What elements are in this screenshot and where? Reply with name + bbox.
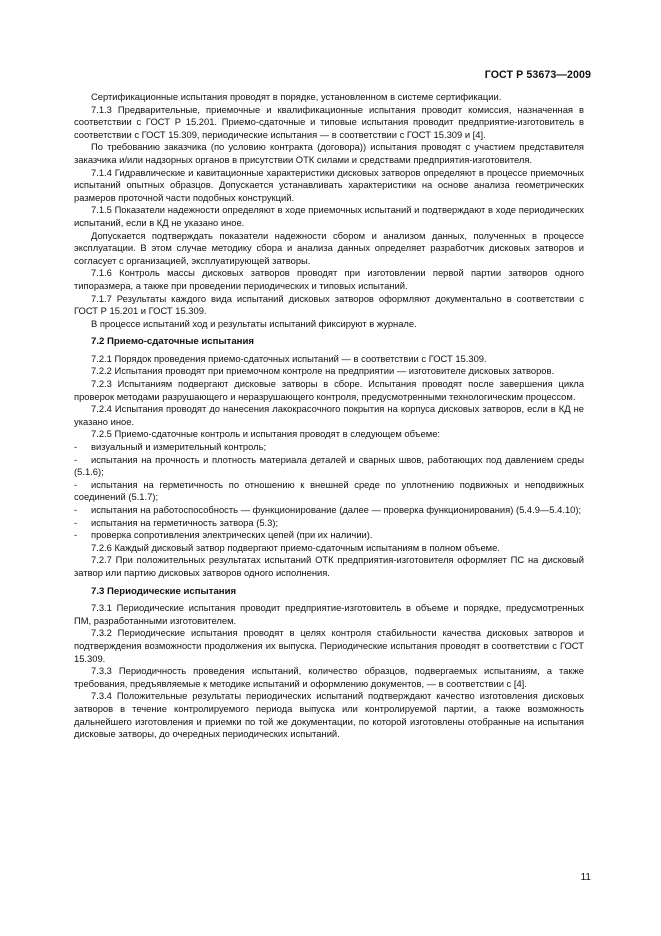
document-body [74, 91, 584, 741]
list-item [74, 529, 584, 542]
paragraph: По требованию заказчика (по условию контракта (договора)) испытания проводят с участием представителя заказчика и/или надзорных органов в присутствии ОТК силами и средствами предприятия-изготовителя. [74, 141, 584, 165]
section-heading-7-3: 7.3 Периодические испытания [91, 585, 237, 597]
paragraph: 7.2.4 Испытания проводят до нанесения лакокрасочного покрытия на корпуса дисковых затворов, если в КД не указано иное. [74, 403, 584, 427]
paragraph: 7.3.3 Периодичность проведения испытаний, количество образцов, подвергаемых испытаниям, а также требования, предъявляемые к методике испытаний и оформлению документов, — в соответствии с [4]. [74, 665, 584, 689]
list-item-text: проверка сопротивления электрических цепей (при их наличии). [91, 529, 373, 541]
paragraph: 7.1.6 Контроль массы дисковых затворов проводят при изготовлении первой партии затворов одного типоразмера, а также при проведении периодических и типовых испытаний. [74, 267, 584, 291]
paragraph: 7.2.6 Каждый дисковый затвор подвергают приемо-сдаточным испытаниям в полном объеме. [91, 541, 500, 553]
paragraph: Допускается подтверждать показатели надежности сбором и анализом данных, полученных в процессе эксплуатации. В этом случае методику сбора и анализа данных определяет разработчик дисковых затворов и согласует с организацией, эксплуатирующей затворы. [74, 229, 584, 266]
list-item [74, 517, 584, 530]
list-dash: - [74, 478, 78, 490]
list-dash: - [74, 529, 78, 541]
list-item-text: испытания на герметичность по отношению к внешней среде по уплотнению подвижных и неподвижных соединений (5.1.7); [74, 478, 584, 503]
list-item [74, 441, 584, 454]
section-heading-7-2: 7.2 Приемо-сдаточные испытания [91, 336, 254, 348]
list-item-text: испытания на работоспособность — функционирование (далее — проверка функционирования) (5.4.9—5.4.10); [91, 504, 582, 515]
paragraph: Сертификационные испытания проводят в порядке, установленном в системе сертификации. [91, 91, 502, 102]
paragraph: 7.1.3 Предварительные, приемочные и квалификационные испытания проводит комиссия, назначенная в соответствии с ГОСТ Р 15.201. Приемо-сдаточные и типовые испытания проводит предприятие-изготовитель в соответствии с ГОСТ 15.309, периодические испытания — в соответствии с ГОСТ 15.309 и [4]. [74, 103, 584, 140]
paragraph: 7.1.4 Гидравлические и кавитационные характеристики дисковых затворов определяют в процессе приемочных испытаний опытных образцов. Допускается устанавливать характеристики на основе анализа геометрических размеров проточной части подобных конструкций. [74, 166, 584, 203]
document-code: ГОСТ Р 53673—2009 [484, 69, 591, 81]
paragraph: 7.2.2 Испытания проводят при приемочном контроле на предприятии — изготовителе дисковых затворов. [91, 365, 555, 377]
paragraph: 7.3.4 Положительные результаты периодических испытаний подтверждают качество изготовления дисковых затворов в течение контролируемого периода выпуска или контролируемой партии, а также возможность дальнейшего изготовления и приемки по той же документации, по которой изготовлены отобранные на испытания дисковые затворы, до очередных периодических испытаний. [74, 690, 584, 740]
paragraph: 7.2.7 При положительных результатах испытаний ОТК предприятия-изготовителя оформляет ПС на дисковый затвор или партию дисковых затворов одного исполнения. [74, 554, 584, 578]
paragraph: 7.1.5 Показатели надежности определяют в ходе приемочных испытаний и подтверждают в ходе периодических испытаний, если в КД не указано иное. [74, 204, 584, 228]
list-item [74, 479, 584, 504]
list-item-text: визуальный и измерительный контроль; [91, 441, 267, 453]
paragraph: 7.2.3 Испытаниям подвергают дисковые затворы в сборе. Испытания проводят после завершения цикла проверок методами разрушающего и неразрушающего контроля, предусмотренными технологическим процессом. [74, 378, 584, 402]
list-dash: - [74, 453, 78, 465]
list-item [74, 454, 584, 479]
list-item [74, 504, 584, 517]
paragraph: В процессе испытаний ход и результаты испытаний фиксируют в журнале. [91, 317, 417, 329]
page-number: 11 [580, 872, 591, 883]
paragraph: 7.2.5 Приемо-сдаточные контроль и испытания проводят в следующем объеме: [91, 428, 441, 440]
list-dash: - [74, 441, 78, 453]
paragraph: 7.2.1 Порядок проведения приемо-сдаточных испытаний — в соответствии с ГОСТ 15.309. [91, 352, 487, 364]
list-dash: - [74, 516, 78, 528]
list-item-text: испытания на прочность и плотность материала деталей и сварных швов, работающих под давлением среды (5.1.6); [74, 453, 584, 478]
paragraph: 7.1.7 Результаты каждого вида испытаний дисковых затворов оформляют документально в соответствии с ГОСТ Р 15.201 и ГОСТ 15.309. [74, 292, 584, 317]
paragraph: 7.3.1 Периодические испытания проводит предприятие-изготовитель в объеме и порядке, предусмотренных ПМ, разработанными изготовителем. [74, 602, 584, 626]
paragraph: 7.3.2 Периодические испытания проводят в целях контроля стабильности качества дисковых затворов и подтверждения возможности продолжения их выпуска. Периодические испытания проводят в соответствии с ГОСТ 15.309. [74, 627, 584, 664]
list-dash: - [74, 504, 78, 515]
list-item-text: испытания на герметичность затвора (5.3); [91, 516, 279, 528]
